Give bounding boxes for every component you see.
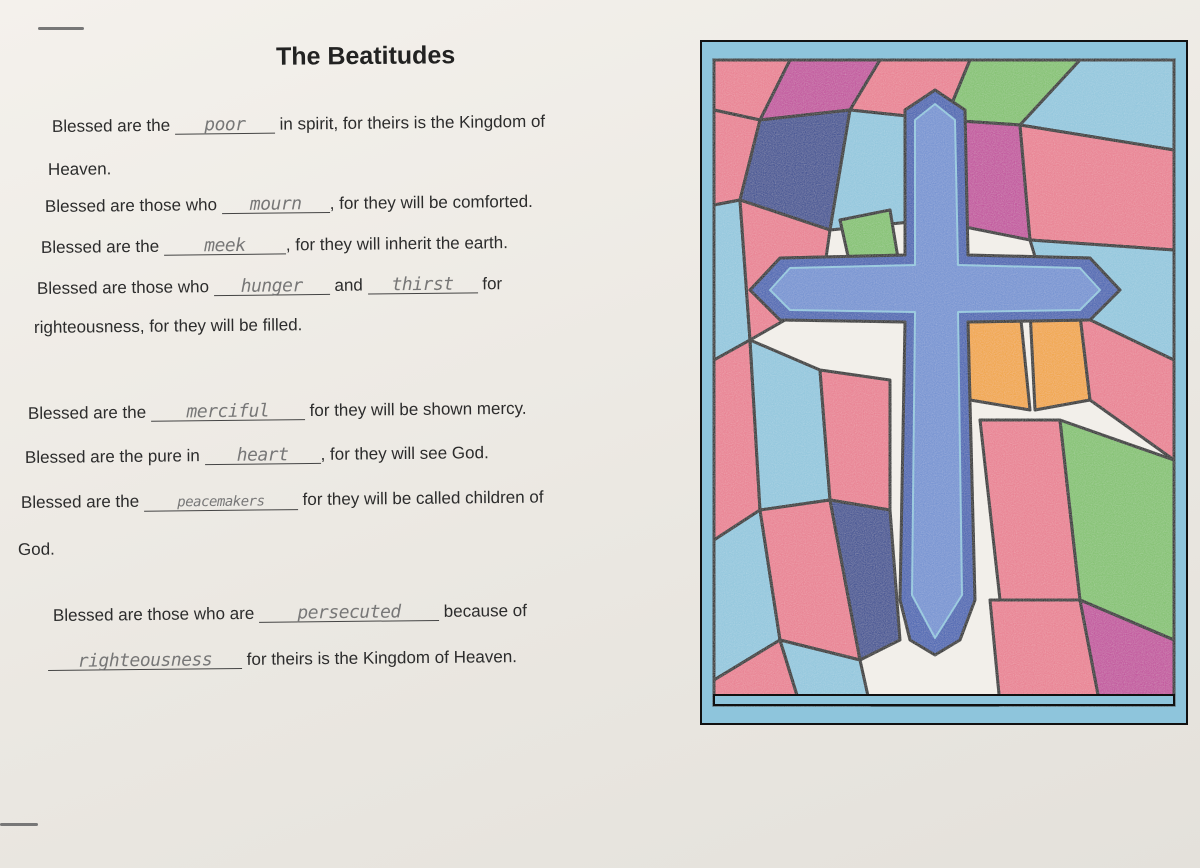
line-text: Blessed are the: [40, 236, 160, 257]
beatitude-line-9: [21, 488, 544, 513]
answer-blank-meek[interactable]: meek: [164, 237, 286, 255]
answer-blank-hunger[interactable]: hunger: [214, 278, 330, 296]
beatitude-line-4: [41, 233, 508, 258]
answer-blank-peacemakers[interactable]: peacemakers: [144, 493, 298, 512]
line-text: for they will be shown mercy.: [309, 398, 527, 421]
beatitude-line-1: [52, 112, 545, 137]
line-text: , for they will see God.: [320, 443, 489, 464]
line-text: righteousness, for they will be filled.: [33, 315, 303, 337]
beatitude-line-8: [25, 443, 489, 468]
line-text: for they will be called children of: [302, 487, 544, 510]
answer-blank-thirst[interactable]: thirst: [367, 276, 477, 294]
line-text: Blessed are the: [27, 402, 147, 423]
line-text: for theirs is the Kingdom of Heaven.: [246, 647, 518, 669]
staple-mark-top: [38, 27, 84, 30]
answer-blank-righteousness[interactable]: righteousness: [48, 652, 242, 671]
beatitude-line-7: [28, 399, 527, 424]
line-text: God.: [17, 539, 55, 559]
beatitude-line-3: [45, 192, 533, 217]
beatitude-line-10: [18, 540, 55, 560]
beatitude-line-5: [37, 274, 502, 299]
line-text: Blessed are the pure in: [24, 446, 200, 467]
answer-blank-merciful[interactable]: merciful: [151, 403, 305, 422]
answer-blank-mourn[interactable]: mourn: [222, 196, 330, 214]
answer-blank-heart[interactable]: heart: [204, 447, 320, 465]
line-text: Blessed are those who: [44, 195, 218, 216]
line-text: because of: [443, 601, 528, 621]
line-text: Blessed are those who: [36, 277, 210, 298]
stained-glass-illustration: [700, 40, 1188, 725]
line-text: Blessed are the: [51, 115, 171, 136]
line-text: Blessed are the: [20, 491, 140, 512]
line-text: Blessed are those who are: [52, 603, 255, 625]
line-text: , for they will inherit the earth.: [285, 233, 508, 255]
stained-glass-cross-coloring: [700, 40, 1188, 725]
line-text: in spirit, for theirs is the Kingdom of: [279, 111, 546, 134]
worksheet-title: The Beatitudes: [275, 41, 456, 71]
line-text: for: [482, 274, 503, 294]
beatitude-line-2: [48, 159, 112, 180]
line-text: Heaven.: [47, 159, 112, 179]
beatitude-line-6: [34, 315, 303, 338]
answer-blank-poor[interactable]: poor: [175, 117, 275, 135]
answer-blank-persecuted[interactable]: persecuted: [259, 604, 439, 623]
beatitude-line-12: [48, 647, 517, 672]
line-text: , for they will be comforted.: [329, 191, 533, 214]
beatitude-line-11: [53, 601, 527, 626]
staple-mark-bottom: [0, 823, 38, 826]
line-text: and: [334, 275, 363, 295]
glass-panes: [714, 60, 1174, 705]
